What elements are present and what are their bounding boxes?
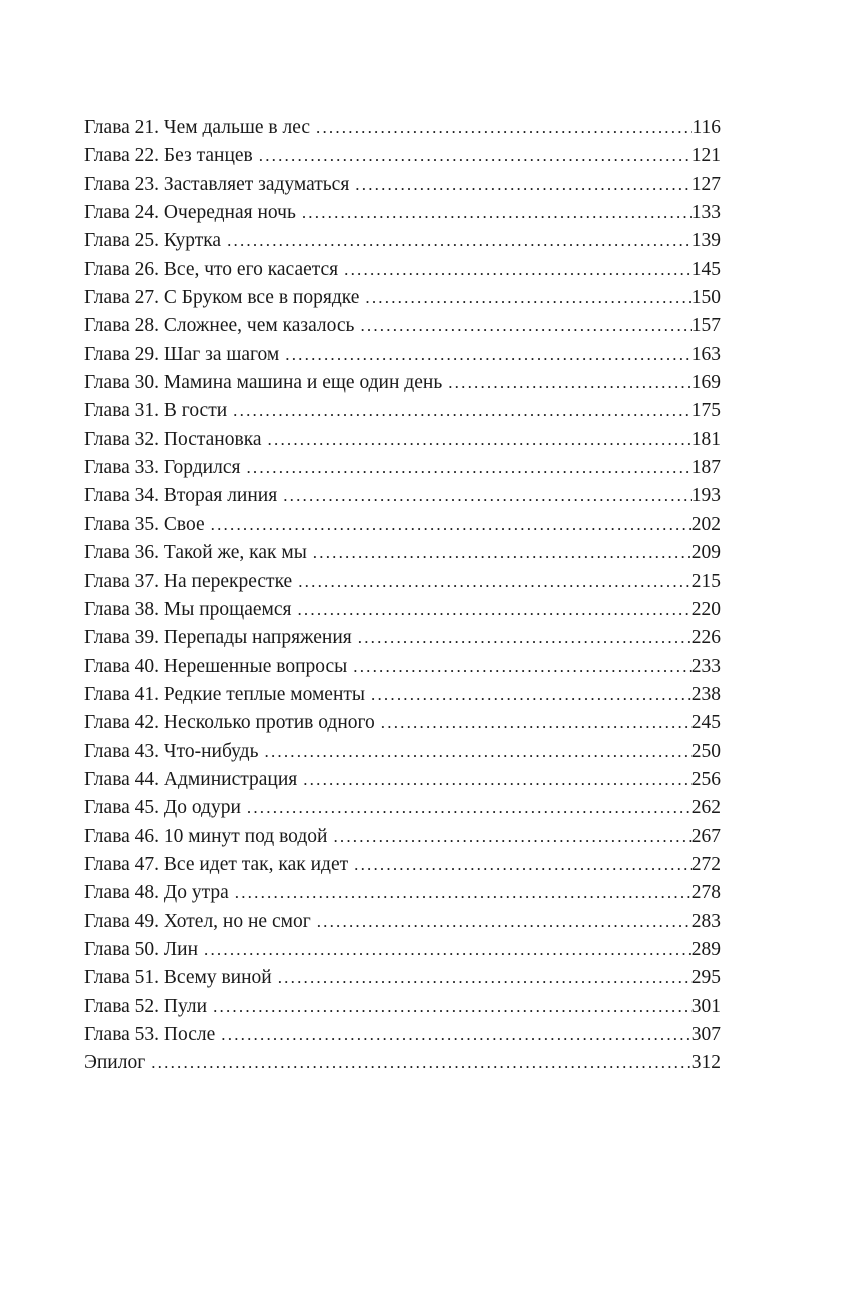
toc-entry-page-number: 133 xyxy=(691,202,721,224)
toc-entry-title: Глава 51. Всему виной xyxy=(84,967,272,989)
toc-dot-leader xyxy=(365,284,691,312)
toc-entry-title: Глава 52. Пули xyxy=(84,995,208,1017)
toc-entry-page-number: 145 xyxy=(691,258,721,280)
toc-entry xyxy=(84,993,721,1021)
toc-entry xyxy=(84,482,721,510)
toc-entry-title: Глава 41. Редкие теплые моменты xyxy=(84,683,366,705)
toc-dot-leader xyxy=(302,199,692,227)
toc-entry xyxy=(84,709,721,737)
toc-entry-page-number: 267 xyxy=(691,825,721,847)
toc-dot-leader xyxy=(285,341,691,369)
toc-entry-title: Глава 43. Что-нибудь xyxy=(84,740,259,762)
toc-dot-leader xyxy=(213,993,692,1021)
toc-entry-title: Глава 23. Заставляет задуматься xyxy=(84,173,350,195)
toc-entry-page-number: 307 xyxy=(691,1024,721,1045)
toc-entry-page-number: 116 xyxy=(692,117,721,138)
toc-entry xyxy=(84,426,721,454)
toc-entry-title: Глава 40. Нерешенные вопросы xyxy=(84,655,348,677)
toc-entry-page-number: 245 xyxy=(691,712,721,734)
toc-dot-leader xyxy=(283,482,692,510)
toc-entry-page-number: 312 xyxy=(691,1052,721,1074)
toc-entry-page-number: 121 xyxy=(691,145,721,167)
toc-dot-leader xyxy=(381,709,692,737)
toc-dot-leader xyxy=(360,312,691,340)
toc-entry-title: Глава 49. Хотел, но не смог xyxy=(84,910,311,932)
toc-entry-title: Глава 53. После xyxy=(84,1024,216,1045)
toc-dot-leader xyxy=(151,1049,692,1077)
toc-entry-page-number: 250 xyxy=(691,740,721,762)
toc-entry-title: Глава 31. В гости xyxy=(84,400,228,422)
toc-entry-page-number: 295 xyxy=(691,967,721,989)
toc-entry xyxy=(84,568,721,596)
toc-entry-title: Глава 47. Все идет так, как идет xyxy=(84,853,349,875)
toc-entry xyxy=(84,369,721,397)
toc-entry-page-number: 202 xyxy=(691,513,721,535)
toc-entry xyxy=(84,199,721,227)
toc-dot-leader xyxy=(355,171,691,199)
toc-dot-leader xyxy=(247,794,692,822)
toc-dot-leader xyxy=(354,851,692,879)
toc-entry-page-number: 169 xyxy=(691,372,721,394)
toc-entry-title: Глава 30. Мамина машина и еще один день xyxy=(84,372,443,394)
toc-entry-title: Глава 25. Куртка xyxy=(84,230,222,252)
toc-dot-leader xyxy=(448,369,692,397)
toc-entry xyxy=(84,1021,721,1049)
toc-dot-leader xyxy=(246,454,691,482)
toc-entry-page-number: 150 xyxy=(691,287,721,309)
toc-entry-page-number: 226 xyxy=(691,627,721,649)
toc-entry xyxy=(84,256,721,284)
toc-dot-leader xyxy=(313,539,692,567)
toc-entry-title: Глава 24. Очередная ночь xyxy=(84,202,296,224)
toc-entry xyxy=(84,539,721,567)
toc-dot-leader xyxy=(317,908,692,936)
toc-dot-leader xyxy=(235,879,692,907)
toc-entry xyxy=(84,312,721,340)
toc-entry-title: Глава 34. Вторая линия xyxy=(84,485,278,507)
toc-dot-leader xyxy=(211,511,692,539)
toc-entry-title: Глава 22. Без танцев xyxy=(84,145,253,167)
toc-entry-page-number: 215 xyxy=(691,570,721,592)
toc-dot-leader xyxy=(233,397,692,425)
toc-dot-leader xyxy=(333,823,691,851)
toc-dot-leader xyxy=(316,114,692,142)
toc-entry-title: Глава 46. 10 минут под водой xyxy=(84,825,328,847)
toc-entry-page-number: 220 xyxy=(691,598,721,620)
toc-entry-page-number: 256 xyxy=(691,768,721,790)
toc-entry-page-number: 262 xyxy=(691,797,721,819)
toc-entry xyxy=(84,171,721,199)
toc-entry-title: Глава 28. Сложнее, чем казалось xyxy=(84,315,355,337)
toc-entry-title: Глава 26. Все, что его касается xyxy=(84,258,339,280)
toc-dot-leader xyxy=(353,653,692,681)
toc-dot-leader xyxy=(298,568,692,596)
toc-dot-leader xyxy=(303,766,692,794)
toc-entry-title: Глава 21. Чем дальше в лес xyxy=(84,117,310,138)
toc-entry-title: Глава 48. До утра xyxy=(84,882,229,904)
toc-entry-title: Глава 38. Мы прощаемся xyxy=(84,598,292,620)
toc-entry-title: Глава 36. Такой же, как мы xyxy=(84,542,307,564)
toc-dot-leader xyxy=(259,142,692,170)
toc-entry-title: Глава 35. Свое xyxy=(84,513,205,535)
toc-entry-page-number: 157 xyxy=(691,315,721,337)
toc-entry xyxy=(84,823,721,851)
toc-entry xyxy=(84,284,721,312)
toc-entry-page-number: 209 xyxy=(691,542,721,564)
toc-entry-title: Глава 39. Перепады напряжения xyxy=(84,627,352,649)
toc-entry xyxy=(84,653,721,681)
toc-dot-leader xyxy=(221,1021,691,1049)
toc-entry xyxy=(84,794,721,822)
toc-entry-page-number: 278 xyxy=(691,882,721,904)
toc-dot-leader xyxy=(265,738,692,766)
toc-entry-page-number: 139 xyxy=(691,230,721,252)
toc-entry xyxy=(84,936,721,964)
toc-entry xyxy=(84,851,721,879)
toc-entry-title: Эпилог xyxy=(84,1052,146,1074)
toc-entry-title: Глава 45. До одури xyxy=(84,797,241,819)
table-of-contents xyxy=(84,114,721,1078)
toc-entry-title: Глава 27. С Бруком все в порядке xyxy=(84,287,360,309)
toc-dot-leader xyxy=(268,426,692,454)
toc-entry xyxy=(84,341,721,369)
toc-entry-page-number: 301 xyxy=(691,995,721,1017)
toc-entry xyxy=(84,511,721,539)
toc-entry xyxy=(84,397,721,425)
toc-entry-page-number: 187 xyxy=(691,457,721,479)
toc-entry-page-number: 193 xyxy=(691,485,721,507)
toc-entry-page-number: 272 xyxy=(691,853,721,875)
toc-dot-leader xyxy=(204,936,692,964)
toc-entry-title: Глава 50. Лин xyxy=(84,938,199,960)
toc-entry xyxy=(84,227,721,255)
toc-dot-leader xyxy=(358,624,692,652)
toc-entry xyxy=(84,596,721,624)
toc-entry-page-number: 163 xyxy=(691,343,721,365)
toc-entry xyxy=(84,142,721,170)
toc-entry xyxy=(84,624,721,652)
toc-entry xyxy=(84,114,721,142)
toc-entry xyxy=(84,908,721,936)
toc-entry-title: Глава 44. Администрация xyxy=(84,768,298,790)
toc-entry-page-number: 127 xyxy=(691,173,721,195)
toc-dot-leader xyxy=(371,681,692,709)
toc-entry-page-number: 181 xyxy=(691,428,721,450)
toc-entry-page-number: 283 xyxy=(691,910,721,932)
toc-entry-title: Глава 37. На перекрестке xyxy=(84,570,293,592)
toc-dot-leader xyxy=(278,964,692,992)
toc-entry xyxy=(84,879,721,907)
toc-entry-page-number: 238 xyxy=(691,683,721,705)
toc-entry-title: Глава 42. Несколько против одного xyxy=(84,712,375,734)
toc-entry-page-number: 175 xyxy=(691,400,721,422)
toc-dot-leader xyxy=(227,227,692,255)
toc-entry xyxy=(84,1049,721,1077)
toc-entry-title: Глава 33. Гордился xyxy=(84,457,241,479)
toc-entry xyxy=(84,681,721,709)
toc-entry-page-number: 233 xyxy=(691,655,721,677)
toc-entry-page-number: 289 xyxy=(691,938,721,960)
toc-entry xyxy=(84,766,721,794)
toc-entry-title: Глава 29. Шаг за шагом xyxy=(84,343,280,365)
toc-dot-leader xyxy=(344,256,692,284)
toc-entry xyxy=(84,454,721,482)
toc-entry xyxy=(84,738,721,766)
toc-dot-leader xyxy=(297,596,691,624)
toc-entry xyxy=(84,964,721,992)
toc-entry-title: Глава 32. Постановка xyxy=(84,428,262,450)
